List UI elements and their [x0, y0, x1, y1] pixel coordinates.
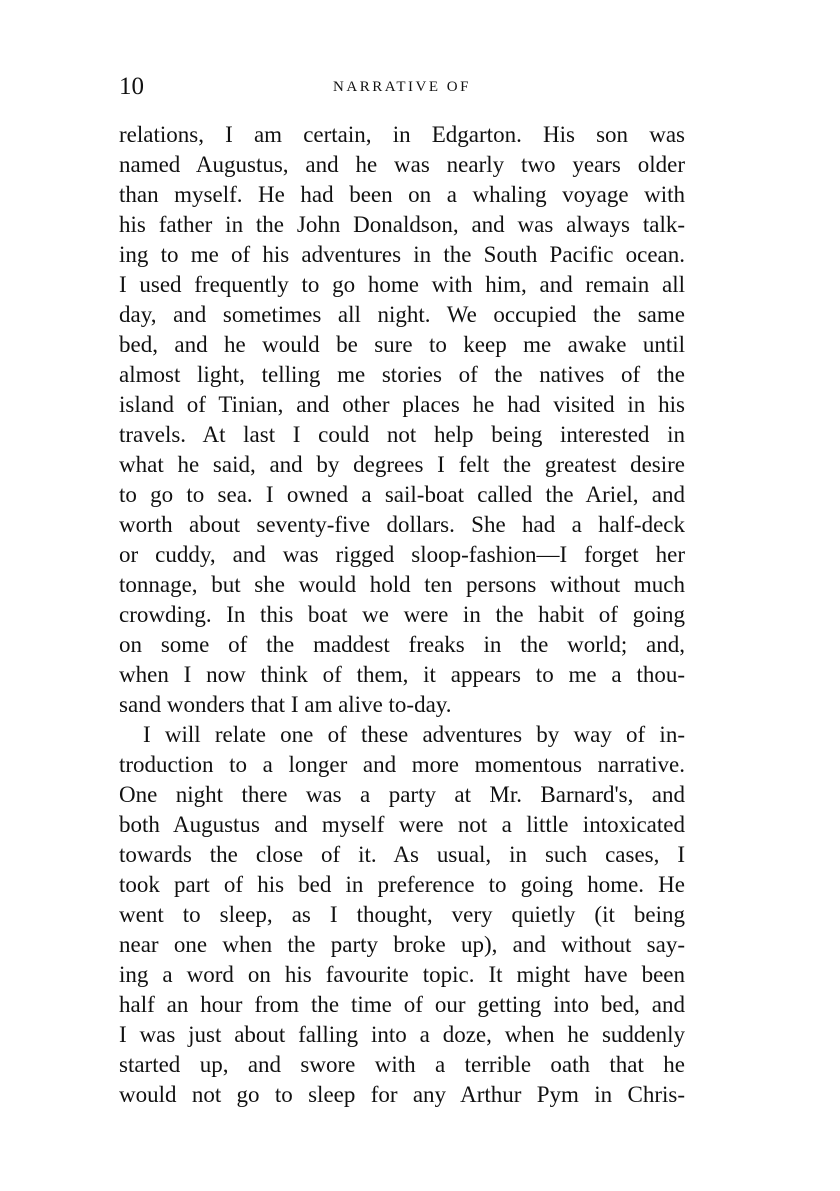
text-line: half an hour from the time of our getting into bed, and	[119, 992, 685, 1017]
text-line: or cuddy, and was rigged sloop-fashion—I forget her	[119, 542, 685, 567]
text-line: day, and sometimes all night. We occupied the same	[119, 302, 685, 327]
text-line: One night there was a party at Mr. Barnard's, and	[119, 782, 685, 807]
text-line: his father in the John Donaldson, and was always talk-	[119, 212, 685, 237]
text-line: bed, and he would be sure to keep me awake until	[119, 332, 685, 357]
text-line: troduction to a longer and more momentous narrative.	[119, 752, 685, 777]
text-line: I will relate one of these adventures by way of in-	[143, 722, 685, 747]
text-line: almost light, telling me stories of the natives of the	[119, 362, 685, 387]
text-line: took part of his bed in preference to going home. He	[119, 872, 685, 897]
page-header	[119, 72, 685, 102]
text-line: went to sleep, as I thought, very quietly (it being	[119, 902, 685, 927]
text-line: would not go to sleep for any Arthur Pym in Chris-	[119, 1082, 685, 1107]
text-line: I used frequently to go home with him, and remain all	[119, 272, 685, 297]
text-line: I was just about falling into a doze, when he suddenly	[119, 1022, 685, 1047]
text-line: named Augustus, and he was nearly two years older	[119, 152, 685, 177]
page-number: 10	[119, 73, 144, 100]
text-line: crowding. In this boat we were in the habit of going	[119, 602, 685, 627]
text-line: to go to sea. I owned a sail-boat called the Ariel, and	[119, 482, 685, 507]
text-line: near one when the party broke up), and without say-	[119, 932, 685, 957]
paragraph-2	[119, 720, 685, 1110]
text-line: started up, and swore with a terrible oath that he	[119, 1052, 685, 1077]
text-line: than myself. He had been on a whaling voyage with	[119, 182, 685, 207]
text-line: relations, I am certain, in Edgarton. His son was	[119, 122, 685, 147]
text-line: both Augustus and myself were not a little intoxicated	[119, 812, 685, 837]
text-line: what he said, and by degrees I felt the greatest desire	[119, 452, 685, 477]
body-text	[119, 120, 685, 1110]
running-head: NARRATIVE OF	[333, 79, 471, 95]
text-line: towards the close of it. As usual, in such cases, I	[119, 842, 685, 867]
paragraph-1	[119, 120, 685, 720]
text-line: worth about seventy-five dollars. She had a half-deck	[119, 512, 685, 537]
text-line: when I now think of them, it appears to me a thou-	[119, 662, 685, 687]
text-line: on some of the maddest freaks in the world; and,	[119, 632, 685, 657]
text-line: sand wonders that I am alive to-day.	[119, 692, 452, 717]
text-line: island of Tinian, and other places he had visited in his	[119, 392, 685, 417]
text-line: ing a word on his favourite topic. It might have been	[119, 962, 685, 987]
text-line: travels. At last I could not help being interested in	[119, 422, 685, 447]
text-line: ing to me of his adventures in the South Pacific ocean.	[119, 242, 685, 267]
text-line: tonnage, but she would hold ten persons without much	[119, 572, 685, 597]
